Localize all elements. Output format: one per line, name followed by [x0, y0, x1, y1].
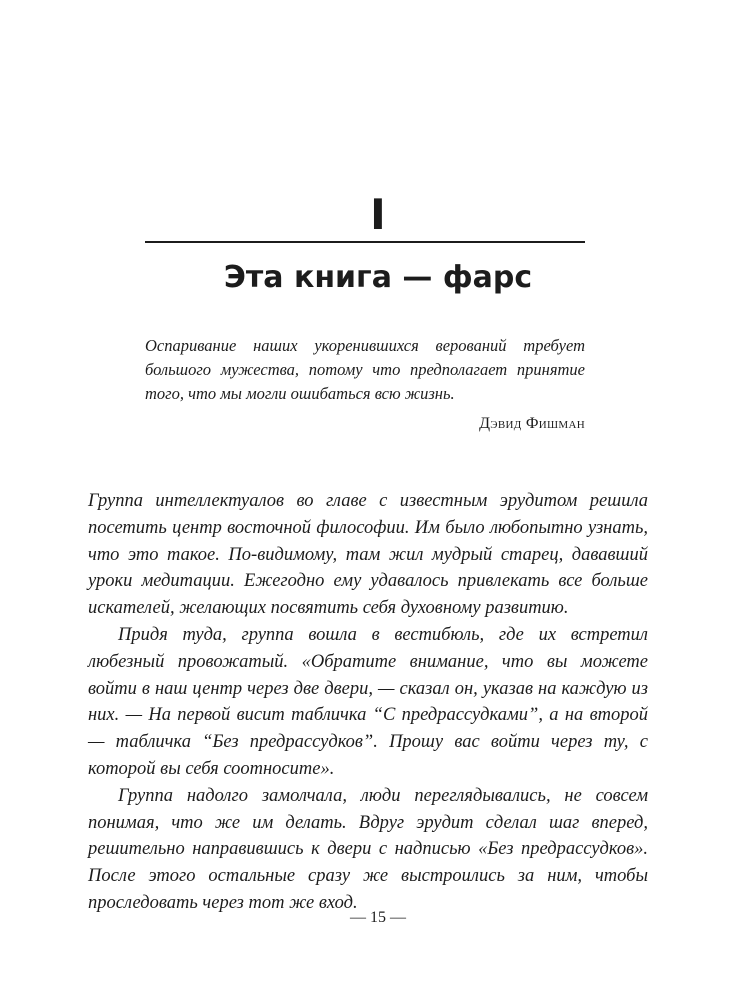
- body-text: [88, 488, 648, 917]
- paragraph: Группа интеллектуалов во главе с известным эрудитом решила посетить центр восточной философии. Им было любопытно узнать, что это такое. По-видимому, там жил мудрый старец, дававший уроки медитации. Ежегодно ему удавалось привлекать все больше искателей, желающих посвятить себя духовному развитию.: [88, 491, 648, 619]
- epigraph: [145, 334, 585, 406]
- chapter-number: I: [370, 190, 386, 239]
- paragraph: Придя туда, группа вошла в вестибюль, где их встретил любезный провожатый. «Обратите внимание, что вы можете войти в наш центр через две двери, — сказал он, указав на каждую из них. — На первой висит табличка “С предрассудками”, а на второй — табличка “Без предрассудков”. Прошу вас войти через ту, с которой вы себя соотносите».: [88, 624, 648, 779]
- epigraph-text: Оспаривание наших укоренившихся верований требует большого мужества, потому что предполагает принятие того, что мы могли ошибаться всю жизнь.: [145, 336, 585, 403]
- epigraph-author: Дэвид Фишман: [479, 415, 585, 432]
- chapter-title: Эта книга — фарс: [223, 260, 533, 295]
- chapter-divider: [145, 241, 585, 243]
- page-number: — 15 —: [350, 909, 406, 926]
- paragraph: Группа надолго замолчала, люди переглядывались, не совсем понимая, что же им делать. Вдруг эрудит сделал шаг вперед, решительно направившись к двери с надписью «Без предрассудков». После этого остальные сразу же выстроились за ним, чтобы проследовать через тот же вход.: [88, 785, 648, 913]
